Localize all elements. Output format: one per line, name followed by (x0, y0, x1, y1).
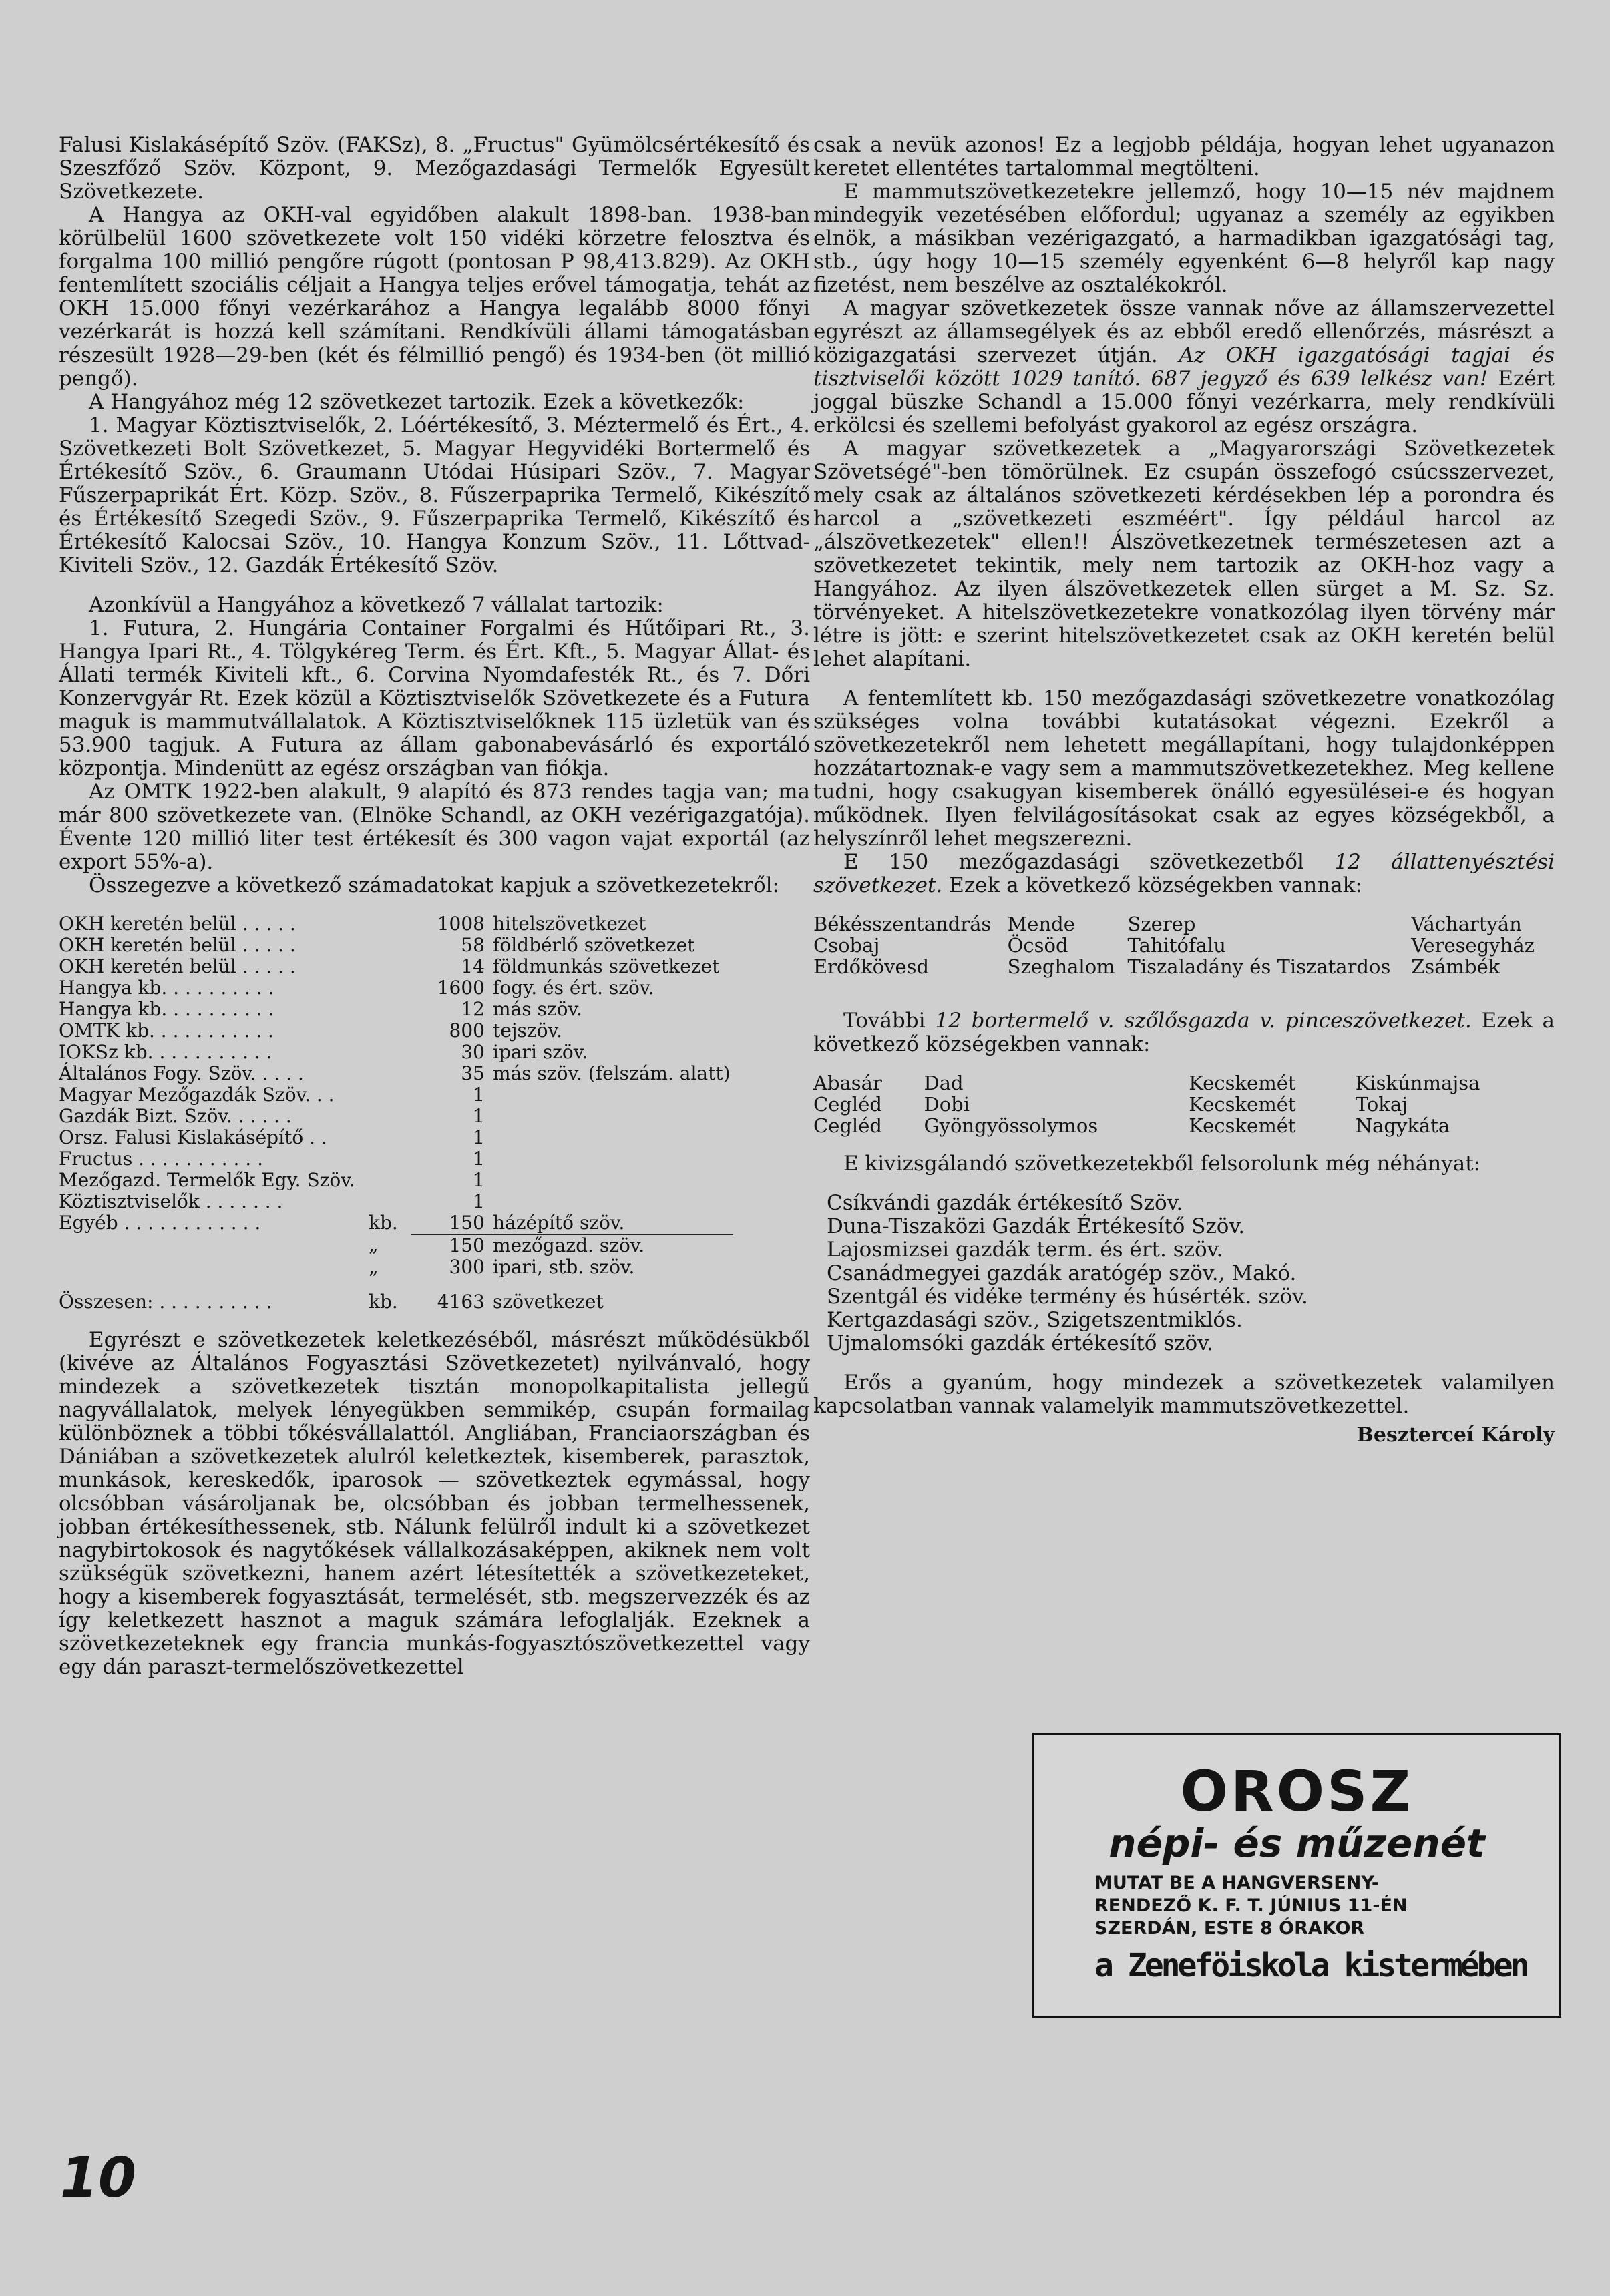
cooperative-list (813, 1192, 1555, 1355)
stats-label: Általános Fogy. Szöv. . . . . (59, 1062, 304, 1084)
stats-desc: földbérlő szövetkezet (493, 934, 695, 956)
spacer (813, 1355, 1555, 1371)
place-name: Erdőkövesd (813, 955, 930, 978)
left-column (59, 134, 810, 1679)
spacer (813, 977, 1555, 993)
list-item: Kertgazdasági szöv., Szigetszentmiklós. (827, 1308, 1243, 1332)
spacer (813, 671, 1555, 687)
place-name: Zsámbék (1411, 955, 1500, 978)
stats-unit (369, 1170, 411, 1191)
stats-num: 150 (411, 1234, 493, 1256)
stats-row (59, 1063, 733, 1084)
stats-desc: más szöv. (felszám. alatt) (493, 1062, 731, 1084)
stats-unit: „ (369, 1256, 379, 1278)
places-row (813, 1072, 1548, 1094)
paragraph: Egyrészt e szövetkezetek keletkezéséből, másrészt működésükből (kivéve az Általános Fogyasztási Szövetkezetet) nyilvánvaló, hogy mindezek a szövetkezetek tisztán monopolkapitalista jellegű nagyvállalatok, melyek lényegükben semmikép, csupán formailag különböznek a többi tőkésvállalattól. Angliában, Franciaországban és Dániában a szövetkezetek alulról keletkeztek, kisemberek, parasztok, munkások, kereskedők, iparosok — szövetkeztek egymással, hogy olcsóbban vásároljanak be, olcsóbban és jobban termelhessenek, jobban értékesíthessenek, stb. Nálunk felülről indult ki a szövetkezet nagybirtokosok és nagytőkések vállalkozásaképpen, akiknek nem volt szükségük szövetkezni, hanem azért létesítették a szövetkezeteket, hogy a kisemberek fogyasztását, termelését, stb. megszervezzék és az így keletkezett hasznot a maguk számára lefoglalják. Ezeknek a szövetkezeteknek egy francia munkás-fogyasztószövetkezettel vagy egy dán paraszt-termelőszövetkezettel (59, 1328, 810, 1679)
place-name: Csobaj (813, 934, 880, 957)
emphasis-span: 12 állattenyésztési szövetkezet. (813, 850, 1555, 897)
stats-desc: hitelszövetkezet (493, 913, 646, 935)
stats-desc: ipari szöv. (493, 1041, 588, 1063)
stats-label: Egyéb . . . . . . . . . . . . (59, 1212, 261, 1234)
place-name: Dobi (924, 1093, 970, 1116)
stats-num: 1 (473, 1148, 485, 1170)
stats-label: Orsz. Falusi Kislakásépítő . . (59, 1126, 327, 1148)
place-name: Szerep (1127, 913, 1196, 935)
place-name: Tokaj (1355, 1093, 1408, 1116)
place-name: Tahitófalu (1127, 934, 1226, 957)
stats-label: IOKSz kb. . . . . . . . . . . (59, 1041, 272, 1063)
stats-label: Gazdák Bizt. Szöv. . . . . . (59, 1105, 292, 1127)
stats-desc (493, 1170, 733, 1191)
author-signature: Beszterceí Károly (1356, 1423, 1555, 1447)
places-row (813, 1094, 1548, 1115)
spacer (813, 897, 1555, 913)
stats-desc: mezőgazd. szöv. (493, 1234, 733, 1256)
paragraph: A fentemlített kb. 150 mezőgazdasági szövetkezetre vonatkozólag szükséges volna további kutatásokat végezni. Ezekről a szövetkezetekről nem lehetett megállapítani, hogy tulajdonképpen hozzátartoznak-e vagy sem a mammutszövetkezetekhez. Meg kellene tudni, hogy csakugyan kisemberek önálló egyesülései-e és hogyan működnek. Ilyen felvilágosításokat csak az egyes községekből, a helyszínről lehet megszerezni. (813, 686, 1555, 851)
place-name: Kiskúnmajsa (1355, 1072, 1480, 1094)
ad-line: RENDEZŐ K. F. T. JÚNIUS 11-ÉN (1094, 1895, 1408, 1916)
paragraph: 1. Futura, 2. Hungária Container Forgalmi és Hűtőipari Rt., 3. Hangya Ipari Rt., 4. Tölgykéreg Term. és Ért. Kft., 5. Magyar Állat- és Állati termék Kiviteli kft., 6. Corvina Nyomdafesték Rt., és 7. Dőri Konzervgyár Rt. Ezek közül a Köztisztviselők Szövetkezete és a Futura maguk is mammutvállalatok. A Köztisztviselőknek 115 üzletük van és 53.900 tagjuk. A Futura az állam gabonabevásárló és exportáló központja. Mindenütt az egész országban van fiókja. (59, 616, 810, 780)
paragraph: 1. Magyar Köztisztviselők, 2. Lóértékesítő, 3. Méztermelő és Ért., 4. Szövetkezeti Bolt Szövetkezet, 5. Magyar Hegyvidéki Bortermelő és Értékesítő Szöv., 6. Graumann Utódai Húsipari Szöv., 7. Magyar Fűszerpaprikát Ért. Közp. Szöv., 8. Fűszerpaprika Termelő, Kikészítő és Értékesítő Szegedi Szöv., 9. Fűszerpaprika Termelő, Kikészítő és Értékesítő Kalocsai Szöv., 10. Hangya Konzum Szöv., 11. Lőttvad-Kiviteli Szöv., 12. Gazdák Értékesítő Szöv. (59, 413, 810, 578)
stats-unit (369, 1020, 411, 1042)
stats-num: 1 (473, 1169, 485, 1191)
stats-unit (369, 1063, 411, 1084)
place-name: Veresegyház (1411, 934, 1535, 957)
stats-row (59, 1170, 733, 1191)
stats-row (59, 935, 733, 956)
place-name: Tiszaladány és Tiszatardos (1127, 955, 1391, 978)
stats-num: 30 (461, 1041, 485, 1063)
stats-label (59, 1256, 369, 1278)
place-name: Nagykáta (1355, 1114, 1450, 1137)
spacer (813, 1136, 1555, 1152)
stats-num: 1 (473, 1105, 485, 1127)
stats-label: OKH keretén belül . . . . . (59, 955, 296, 977)
places-row (813, 935, 1548, 956)
paragraph: E mammutszövetkezetekre jellemző, hogy 10—15 név majdnem mindegyik vezetésében előfordul; ugyanaz a személy az egyikben elnök, a másikban vezérigazgató, a harmadikban igazgatósági tag, stb., úgy hogy 10—15 személy egyenként 6—8 helyről kap nagy fizetést, nem beszélve az osztalékokról. (813, 180, 1555, 297)
stats-unit (369, 935, 411, 956)
stats-label: Hangya kb. . . . . . . . . . (59, 998, 274, 1020)
stats-unit (369, 1127, 411, 1148)
stats-desc: fogy. és ért. szöv. (493, 977, 654, 999)
statistics-table (59, 913, 733, 1313)
list-item: Csíkvándi gazdák értékesítő Szöv. (827, 1191, 1183, 1215)
stats-num: 14 (461, 955, 485, 977)
stats-num: 800 (449, 1019, 485, 1042)
paragraph: Az OMTK 1922-ben alakult, 9 alapító és 873 rendes tagja van; ma már 800 szövetkezete van. (Elnöke Schandl, az OKH vezérigazgatója). Évente 120 millió liter test értékesít és 300 vagon vajat exportál (az export 55%-a). (59, 780, 810, 874)
paragraph: E kivizsgálandó szövetkezetekből felsorolunk még néhányat: (843, 1152, 1481, 1176)
stats-row (59, 956, 733, 977)
stats-desc (493, 1127, 733, 1148)
stats-unit (369, 1106, 411, 1127)
stats-total-label: Összesen: . . . . . . . . . . (59, 1291, 272, 1313)
paragraph: A Hangyához még 12 szövetkezet tartozik. Ezek a következők: (89, 390, 745, 414)
stats-label: Magyar Mezőgazdák Szöv. . . (59, 1084, 335, 1106)
paragraph: Erős a gyanúm, hogy mindezek a szövetkezetek valamilyen kapcsolatban vannak valamelyik mammutszövetkezettel. (813, 1371, 1555, 1418)
stats-unit (369, 1191, 411, 1212)
text-span: További (843, 1009, 926, 1033)
spacer (813, 1056, 1555, 1072)
stats-row (59, 1127, 733, 1148)
places-row (813, 913, 1548, 935)
stats-desc: más szöv. (493, 998, 582, 1020)
spacer (813, 1176, 1555, 1192)
stats-label: OKH keretén belül . . . . . (59, 913, 296, 935)
stats-label (59, 1234, 369, 1256)
spacer (813, 993, 1555, 1009)
stats-desc (493, 1106, 733, 1127)
stats-label: Hangya kb. . . . . . . . . . (59, 977, 274, 999)
stats-num: 1600 (437, 977, 485, 999)
concert-advertisement (1032, 1733, 1561, 2018)
place-name: Mende (1007, 913, 1075, 935)
stats-unit (369, 1042, 411, 1063)
stats-unit (369, 999, 411, 1020)
stats-row (59, 1212, 733, 1234)
place-name: Váchartyán (1411, 913, 1522, 935)
place-name: Kecskemét (1189, 1072, 1296, 1094)
stats-label: OKH keretén belül . . . . . (59, 934, 296, 956)
stats-label: Köztisztviselők . . . . . . . (59, 1190, 283, 1212)
place-name: Gyöngyössolymos (924, 1114, 1098, 1137)
ad-line: SZERDÁN, ESTE 8 ÓRAKOR (1094, 1918, 1365, 1939)
stats-num: 1 (473, 1084, 485, 1106)
stats-num: 1 (473, 1190, 485, 1212)
place-name: Cegléd (813, 1093, 882, 1116)
stats-unit: kb. (369, 1212, 398, 1234)
place-name: Öcsöd (1007, 934, 1068, 957)
spacer (59, 1313, 810, 1329)
place-name: Abasár (813, 1072, 882, 1094)
stats-desc (493, 1191, 733, 1212)
places-table-livestock (813, 913, 1548, 977)
paragraph: Falusi Kislakásépítő Szöv. (FAKSz), 8. „Fructus" Gyümölcsértékesítő és Szeszfőző Szöv. Központ, 9. Mezőgazdasági Termelők Egyesült Szövetkezete. (59, 133, 810, 204)
stats-row (59, 1148, 733, 1170)
stats-label: OMTK kb. . . . . . . . . . . (59, 1019, 274, 1042)
text-span: A magyar szövetkezetek össze vannak nőve az államszervezettel egyrészt az államsegélyek és az ebből eredő ellenőrzés, másrészt a közigazgatási szervezet útján. (813, 296, 1555, 367)
stats-row (59, 1234, 733, 1256)
list-item: Csanádmegyei gazdák aratógép szöv., Makó. (827, 1261, 1297, 1285)
stats-num: 35 (461, 1062, 485, 1084)
ad-title: OROSZ (1180, 1759, 1414, 1824)
places-row (813, 1115, 1548, 1136)
paragraph: csak a nevük azonos! Ez a legjobb példája, hogyan lehet ugyanazon keretet ellentétes tartalommal megtölteni. (813, 133, 1555, 180)
stats-desc (493, 1148, 733, 1170)
place-name: Dad (924, 1072, 964, 1094)
paragraph (813, 851, 1555, 897)
stats-label: Mezőgazd. Termelők Egy. Szöv. (59, 1169, 355, 1191)
stats-desc: ipari, stb. szöv. (493, 1256, 635, 1278)
places-table-wine (813, 1072, 1548, 1136)
stats-total-desc: szövetkezet (493, 1291, 604, 1313)
stats-num: 1 (473, 1126, 485, 1148)
stats-unit (369, 956, 411, 977)
place-name: Békésszentandrás (813, 913, 992, 935)
stats-total-unit: kb. (369, 1291, 398, 1313)
ad-subtitle: népi- és műzenét (1109, 1821, 1485, 1866)
stats-row (59, 977, 733, 999)
paragraph: Összegezve a következő számadatokat kapjuk a szövetkezetekről: (89, 873, 779, 897)
ad-line: MUTAT BE A HANGVERSENY- (1094, 1873, 1380, 1893)
place-name: Cegléd (813, 1114, 882, 1137)
stats-row (59, 1191, 733, 1212)
stats-num: 58 (461, 934, 485, 956)
spacer (59, 578, 810, 594)
stats-row (59, 1084, 733, 1106)
stats-row (59, 999, 733, 1020)
right-column (813, 134, 1555, 1447)
stats-unit: „ (369, 1234, 379, 1256)
stats-row (59, 1042, 733, 1063)
paragraph (813, 297, 1555, 437)
stats-unit (369, 1148, 411, 1170)
paragraph: Azonkívül a Hangyához a következő 7 vállalat tartozik: (89, 593, 664, 617)
place-name: Szeghalom (1007, 955, 1115, 978)
stats-row (59, 1020, 733, 1042)
place-name: Kecskemét (1189, 1114, 1296, 1137)
stats-row (59, 1106, 733, 1127)
stats-row (59, 1256, 733, 1278)
stats-num: 150 (449, 1212, 485, 1234)
stats-unit (369, 977, 411, 999)
stats-total-row (59, 1278, 733, 1313)
place-name: Kecskemét (1189, 1093, 1296, 1116)
ad-venue: a Zeneföiskola kistermében (1094, 1947, 1527, 1984)
stats-desc: házépítő szöv. (493, 1212, 625, 1234)
stats-desc: földmunkás szövetkezet (493, 955, 720, 977)
spacer (59, 897, 810, 913)
text-span: Ezért joggal büszke Schandl a 15.000 főnyi vezérkarra, mely rendkívüli erkölcsi és szellemi befolyást gyakorol az egész országra. (813, 367, 1555, 437)
stats-label: Fructus . . . . . . . . . . . (59, 1148, 263, 1170)
stats-row (59, 913, 733, 935)
text-span: Ezek a következő községekben vannak: (813, 1009, 1555, 1056)
list-item: Ujmalomsóki gazdák értékesítő szöv. (827, 1331, 1213, 1355)
paragraph: A Hangya az OKH-val egyidőben alakult 1898-ban. 1938-ban körülbelül 1600 szövetkezete volt 150 vidéki körzetre felosztva és forgalma 100 millió pengőre rúgott (pontosan P 98,413.829). Az OKH fentemlített szociális céljait a Hangya teljes erővel támogatja, tehát az OKH 15.000 főnyi vezérkarához a Hangya legalább 8000 főnyi vezérkarát is hozzá kell számítani. Rendkívüli állami támogatásban részesült 1928—29-ben (két és félmillió pengő) és 1934-ben (öt millió pengő). (59, 203, 810, 391)
list-item: Szentgál és vidéke termény és húsérték. szöv. (827, 1285, 1308, 1309)
list-item: Duna-Tiszaközi Gazdák Értékesítő Szöv. (827, 1214, 1245, 1238)
paragraph: A magyar szövetkezetek a „Magyarországi Szövetkezetek Szövetségé"-ben tömörülnek. Ez csupán összefogó csúcsszervezet, mely csak az általános szövetkezeti kérdésekben lép a porondra és harcol a „szövetkezeti eszméért". Így például harcol az „álszövetkezetek" ellen!! Álszövetkezetnek természetesen azt a szövetkezetet tekintik, mely nem tartozik az OKH-hoz vagy a Hangyához. Az ilyen álszövetkezetek ellen sürget a M. Sz. Sz. törvényeket. A hitelszövetkezetekre vonatkozólag ilyen törvény már létre is jött: e szerint hitelszövetkezetet csak az OKH keretén belül lehet alapítani. (813, 437, 1555, 671)
stats-num: 1008 (437, 913, 485, 935)
emphasis-span: 12 bortermelő v. szőlősgazda v. pinceszövetkezet. (935, 1009, 1472, 1033)
stats-desc: tejszöv. (493, 1019, 562, 1042)
emphasis-span: Az OKH igazgatósági tagjai és tisztviselői között 1029 tanító. 687 jegyző és 639 lelkész van! (813, 343, 1555, 391)
list-item: Lajosmizsei gazdák term. és ért. szöv. (827, 1238, 1223, 1262)
stats-num: 300 (449, 1256, 485, 1278)
stats-unit (369, 913, 411, 935)
places-row (813, 956, 1548, 977)
text-span: Ezek a következő községekben vannak: (949, 873, 1362, 897)
stats-num: 12 (461, 998, 485, 1020)
stats-desc (493, 1084, 733, 1106)
text-span: E 150 mezőgazdasági szövetkezetből (843, 850, 1304, 874)
stats-total-num: 4163 (437, 1291, 485, 1313)
page-number: 10 (60, 2146, 137, 2210)
paragraph (813, 1009, 1555, 1056)
stats-unit (369, 1084, 411, 1106)
